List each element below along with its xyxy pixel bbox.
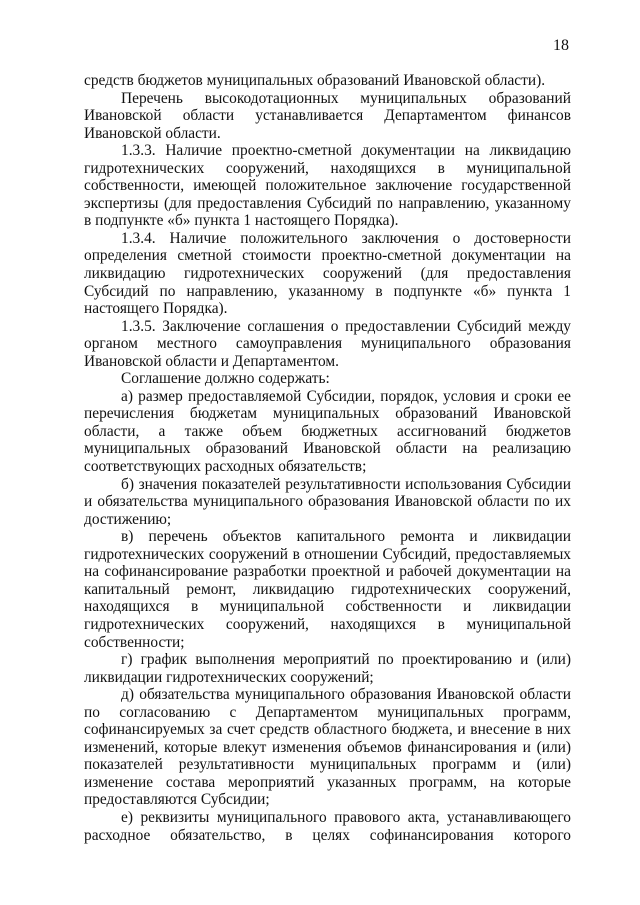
paragraph: Перечень высокодотационных муниципальных образований Ивановской области устанавливается Департаментом финансов Ивановской области. [84, 89, 571, 142]
paragraph: средств бюджетов муниципальных образований Ивановской области). [84, 72, 546, 89]
paragraph: е) реквизиты муниципального правового акта, устанавливающего расходное обязательство, в целях софинансирования которого [84, 808, 571, 844]
paragraph: д) обязательства муниципального образования Ивановской области по согласованию с Департаментом муниципальных программ, софинансируемых за счет средств областного бюджета, и внесение в них изменений, которые влекут изменения объемов финансирования и (или) показателей результативности муниципальных программ и (или) изменение состава мероприятий указанных программ, на которые предоставляются Субсидии; [84, 686, 571, 809]
paragraph: 1.3.4. Наличие положительного заключения о достоверности определения сметной стоимости проектно-сметной документации на ликвидацию гидротехнических сооружений (для предоставления Субсидий по направлению, указанному в подпункте «б» пункта 1 настоящего Порядка). [84, 229, 571, 318]
paragraph: 1.3.5. Заключение соглашения о предоставлении Субсидий между органом местного самоуправления муниципального образования Ивановской области и Департаментом. [84, 317, 571, 370]
paragraph: Соглашение должно содержать: [121, 370, 330, 388]
paragraph: в) перечень объектов капитального ремонта и ликвидации гидротехнических сооружений в отношении Субсидий, предоставляемых на софинансирование разработки проектной и рабочей документации на капитальный ремонт, ликвидацию гидротехнических сооружений, находящихся в муниципальной собственности и ликвидации гидротехнических сооружений, находящихся в муниципальной собственности; [84, 528, 571, 651]
paragraph: 1.3.3. Наличие проектно-сметной документации на ликвидацию гидротехнических сооружений, находящихся в муниципальной собственности, имеющей положительное заключение государственной экспертизы (для предоставления Субсидий по направлению, указанному в подпункте «б» пункта 1 настоящего Порядка). [84, 142, 571, 230]
body-text [84, 72, 571, 844]
page-number: 18 [553, 37, 569, 54]
paragraph: г) график выполнения мероприятий по проектированию и (или) ликвидации гидротехнических сооружений; [84, 651, 571, 686]
paragraph: б) значения показателей результативности использования Субсидии и обязательства муниципального образования Ивановской области по их достижению; [84, 475, 571, 528]
paragraph: а) размер предоставляемой Субсидии, порядок, условия и сроки ее перечисления бюджетам муниципальных образований Ивановской области, а также объем бюджетных ассигнований бюджетов муниципальных образований Ивановской области на реализацию соответствующих расходных обязательств; [84, 387, 571, 476]
